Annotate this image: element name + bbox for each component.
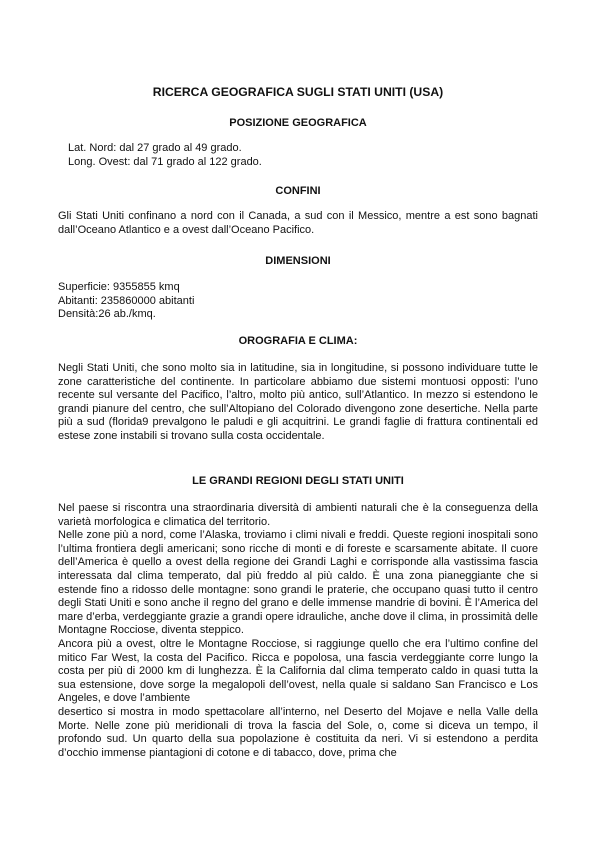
latitude-line: Lat. Nord: dal 27 grado al 49 grado. bbox=[68, 142, 242, 154]
superficie-line: Superficie: 9355855 kmq bbox=[58, 281, 180, 293]
heading-confini: CONFINI bbox=[275, 185, 321, 197]
densita-line: Densità:26 ab./kmq. bbox=[58, 308, 156, 321]
heading-orografia: OROGRAFIA E CLIMA: bbox=[238, 335, 358, 347]
document-title: RICERCA GEOGRAFICA SUGLI STATI UNITI (USA) bbox=[152, 85, 444, 99]
paragraph: Negli Stati Uniti, che sono molto sia in latitudine, sia in longitudine, si possono individuare tutte le zone caratteristiche del continente. In particolare abbiamo due sistemi montuosi opposti: l’uno recente sul versante del Pacifico, l’altro, molto più antico, sull’Atlantico. In mezzo si estendono le grandi pianure del centro, che sull’Altopiano del Colorado divengono zone desertiche. Nella parte più a sud (florida9 prevalgono le paludi e gli acquitrini. Le grandi faglie di frattura continentali ed estese zone instabili si trovano sulla costa occidentale. bbox=[58, 362, 538, 442]
regioni-text bbox=[58, 502, 538, 760]
heading-regioni: LE GRANDI REGIONI DEGLI STATI UNITI bbox=[192, 475, 404, 487]
confini-text bbox=[58, 210, 538, 237]
paragraph: Ancora più a ovest, oltre le Montagne Rocciose, si raggiunge quello che era l’ultimo confine del mitico Far West, la costa del Pacifico. Ricca e popolosa, una fascia verdeggiante corre lungo la costa per più di 2000 km di lunghezza. È la California dal clima temperato caldo in quasi tutta la sua estensione, dove sorge la megalopoli dell’ovest, nella quale si saldano San Francisco e Los Angeles, e dove l’ambiente bbox=[58, 637, 538, 705]
paragraph: Nelle zone più a nord, come l’Alaska, troviamo i climi nivali e freddi. Queste regioni inospitali sono l’ultima frontiera degli americani; sono ricche di monti e di foreste e scarsamente abitate. Il cuore dell’America è quello a ovest della regione dei Grandi Laghi e corrisponde alla vastissima fascia interessata dal clima temperato, dal più freddo al più caldo. È una zona pianeggiante che si estende fino a ridosso delle montagne: sono grandi le praterie, che occupano quasi tutto il centro degli Stati Uniti e sono anche il regno del grano e delle immense mandrie di bovini. È l’America del mare d’erba, verdeggiante grazie a grandi opere idrauliche, anche dove il clima, in prossimità delle Montagne Rocciose, diventa steppico. bbox=[58, 529, 538, 637]
posizione-lines bbox=[68, 142, 548, 169]
abitanti-line: Abitanti: 235860000 abitanti bbox=[58, 294, 195, 307]
heading-posizione: POSIZIONE GEOGRAFICA bbox=[229, 117, 367, 129]
orografia-text bbox=[58, 362, 538, 444]
paragraph: Nel paese si riscontra una straordinaria diversità di ambienti naturali che è la conseguenza della varietà morfologica e climatica del territorio. bbox=[58, 502, 538, 528]
heading-dimensioni: DIMENSIONI bbox=[265, 255, 331, 267]
paragraph: Gli Stati Uniti confinano a nord con il Canada, a sud con il Messico, mentre a est sono bagnati dall’Oceano Atlantico e a ovest dall’Oceano Pacifico. bbox=[58, 210, 538, 236]
longitude-line: Long. Ovest: dal 71 grado al 122 grado. bbox=[68, 155, 262, 168]
paragraph: desertico si mostra in modo spettacolare all’interno, nel Deserto del Mojave e nella Valle della Morte. Nelle zone più meridionali di trova la fascia del Sole, o, come si diceva un tempo, il profondo sud. Un quarto della sua popolazione è costituita da neri. Vi si estendono a perdita d’occhio immense piantagioni di cotone e di tabacco, dove, prima che bbox=[58, 705, 538, 759]
dimensioni-lines bbox=[58, 281, 538, 322]
